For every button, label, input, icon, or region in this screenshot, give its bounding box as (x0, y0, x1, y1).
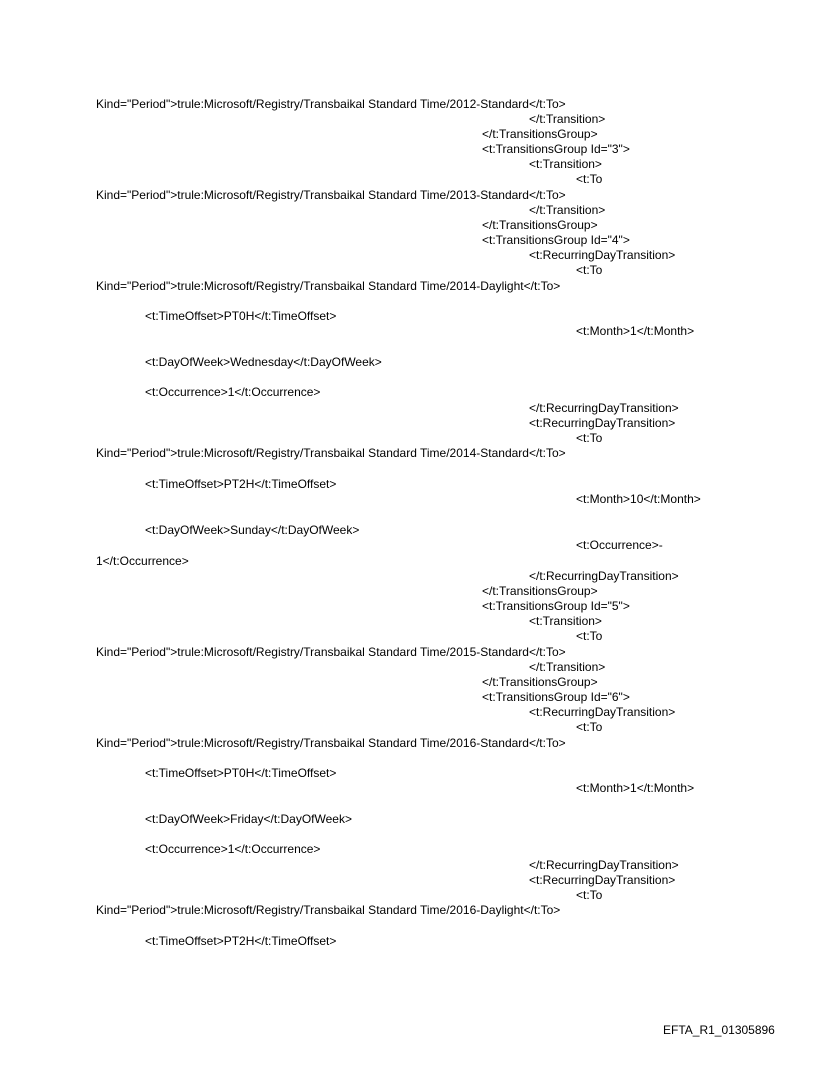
text-line: Kind="Period">trule:Microsoft/Registry/Transbaikal Standard Time/2013-Standard</t:To> (96, 188, 566, 202)
text-line: </t:TransitionsGroup> (482, 675, 598, 689)
text-line: </t:RecurringDayTransition> (529, 401, 679, 415)
text-line: </t:TransitionsGroup> (482, 584, 598, 598)
text-line: <t:To (576, 172, 603, 186)
text-line: <t:To (576, 629, 603, 643)
document-id-footer: EFTA_R1_01305896 (663, 1023, 775, 1037)
text-line: </t:Transition> (529, 112, 606, 126)
text-line: <t:Transition> (529, 157, 602, 171)
text-line: <t:Month>1</t:Month> (576, 324, 695, 338)
text-line: Kind="Period">trule:Microsoft/Registry/Transbaikal Standard Time/2014-Standard</t:To> (96, 446, 566, 460)
text-line: <t:Transition> (529, 614, 602, 628)
text-line: <t:TimeOffset>PT2H</t:TimeOffset> (145, 934, 337, 948)
text-line: Kind="Period">trule:Microsoft/Registry/Transbaikal Standard Time/2016-Standard</t:To> (96, 736, 566, 750)
text-line: </t:Transition> (529, 660, 606, 674)
text-line: Kind="Period">trule:Microsoft/Registry/Transbaikal Standard Time/2015-Standard</t:To> (96, 645, 566, 659)
text-line: </t:TransitionsGroup> (482, 127, 598, 141)
text-line: </t:TransitionsGroup> (482, 218, 598, 232)
text-line: 1</t:Occurrence> (96, 554, 189, 568)
text-line: <t:To (576, 263, 603, 277)
text-line: <t:Occurrence>1</t:Occurrence> (145, 385, 321, 399)
text-line: Kind="Period">trule:Microsoft/Registry/Transbaikal Standard Time/2014-Daylight</t:To> (96, 279, 561, 293)
text-line: </t:RecurringDayTransition> (529, 858, 679, 872)
text-line: <t:TimeOffset>PT0H</t:TimeOffset> (145, 309, 337, 323)
text-line: <t:RecurringDayTransition> (529, 705, 676, 719)
text-line: <t:DayOfWeek>Wednesday</t:DayOfWeek> (145, 355, 382, 369)
text-line: </t:Transition> (529, 203, 606, 217)
text-line: Kind="Period">trule:Microsoft/Registry/Transbaikal Standard Time/2012-Standard</t:To> (96, 97, 566, 111)
text-line: Kind="Period">trule:Microsoft/Registry/Transbaikal Standard Time/2016-Daylight</t:To> (96, 903, 561, 917)
text-line: <t:RecurringDayTransition> (529, 416, 676, 430)
text-line: <t:Occurrence>1</t:Occurrence> (145, 842, 321, 856)
text-line: <t:To (576, 720, 603, 734)
text-line: <t:DayOfWeek>Friday</t:DayOfWeek> (145, 812, 352, 826)
text-line: <t:DayOfWeek>Sunday</t:DayOfWeek> (145, 523, 360, 537)
text-line: </t:RecurringDayTransition> (529, 569, 679, 583)
text-line: <t:To (576, 888, 603, 902)
text-line: <t:TransitionsGroup Id="6"> (482, 690, 630, 704)
text-line: <t:TransitionsGroup Id="5"> (482, 599, 630, 613)
text-line: <t:To (576, 431, 603, 445)
text-line: <t:TransitionsGroup Id="4"> (482, 233, 630, 247)
text-line: <t:TimeOffset>PT2H</t:TimeOffset> (145, 477, 337, 491)
text-line: <t:Month>1</t:Month> (576, 781, 695, 795)
text-line: <t:TransitionsGroup Id="3"> (482, 142, 630, 156)
text-line: <t:TimeOffset>PT0H</t:TimeOffset> (145, 766, 337, 780)
text-line: <t:RecurringDayTransition> (529, 248, 676, 262)
text-line: <t:Occurrence>- (576, 538, 663, 552)
text-line: <t:RecurringDayTransition> (529, 873, 676, 887)
text-line: <t:Month>10</t:Month> (576, 492, 701, 506)
